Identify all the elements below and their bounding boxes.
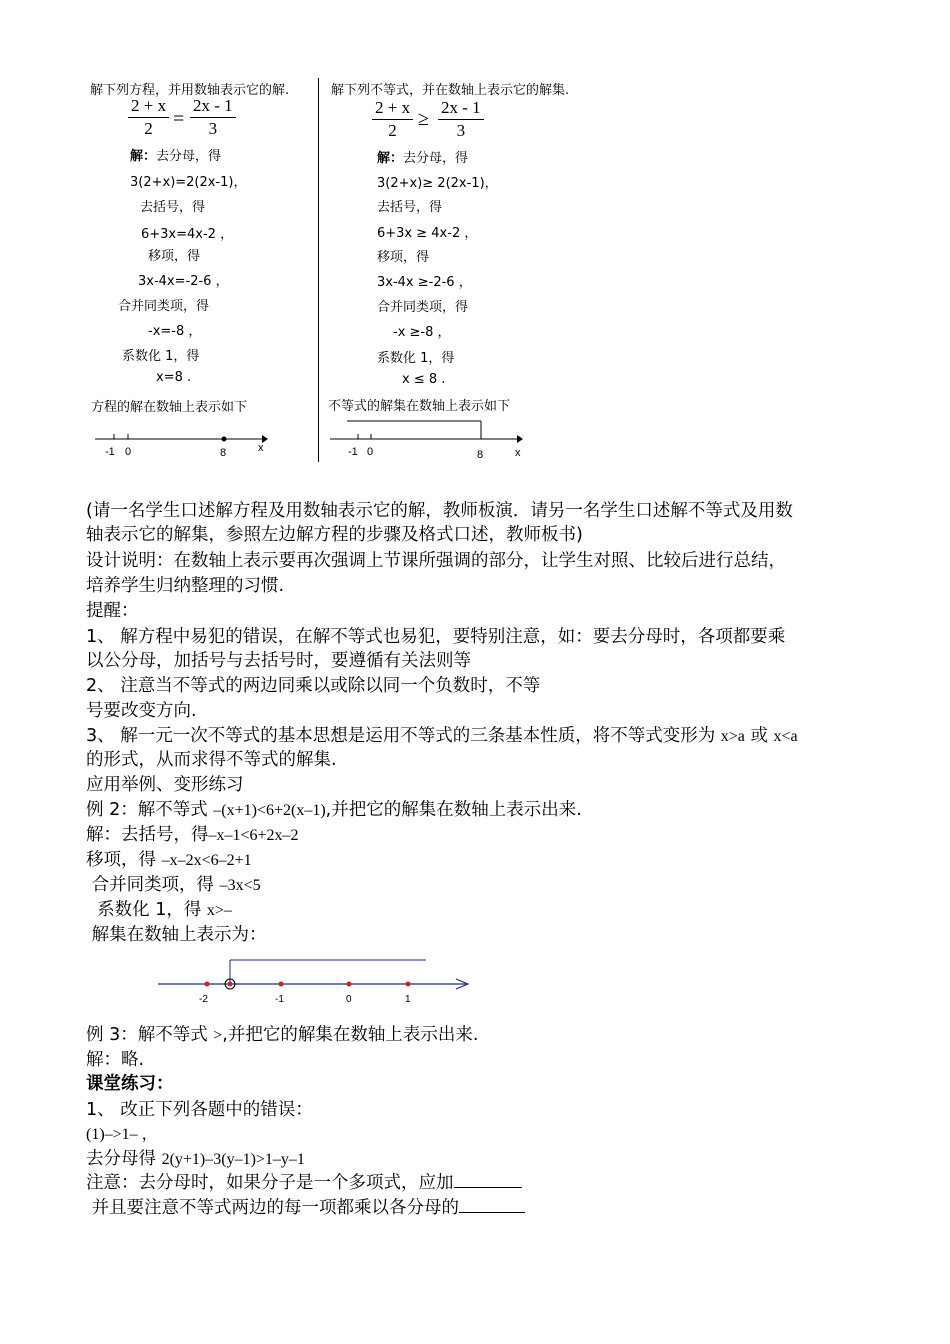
right-axis-caption: 不等式的解集在数轴上表示如下 [328,399,511,414]
reminder-1a: 1、 解方程中易犯的错误，在解不等式也易犯，要特别注意，如：要去分母时，各项都要乘 [86,627,786,647]
right-step-8: 系数化 1，得 [377,351,455,366]
right-step-7: -x ≥-8 ， [393,325,451,340]
example-2-step-5: 解集在数轴上表示为： [86,925,267,945]
reminder-3b: 的形式，从而求得不等式的解集. [86,750,337,770]
left-step-5: 3x-4x=-2-6 ， [138,274,229,289]
left-step-6: 合并同类项，得 [118,299,210,314]
right-panel-title: 解下列不等式，并在数轴上表示它的解集. [331,83,570,98]
fill-blank-1[interactable] [454,1187,522,1188]
right-tick-label-0: 0 [367,446,374,458]
point-1 [406,982,411,987]
example-3-answer: 解：略. [86,1050,145,1070]
point-neg1 [279,982,284,987]
practice-q1: 1、 改正下列各题中的错误： [86,1100,313,1120]
example-3-statement: 例 3：解不等式 >,并把它的解集在数轴上表示出来. [86,1025,479,1045]
para-2a: 设计说明：在数轴上表示要再次强调上节课所强调的部分，让学生对照、比较后进行总结， [86,551,786,571]
example-2-step-1: 解：去括号，得–x–1<6+2x–2 [86,825,299,845]
practice-heading: 课堂练习： [86,1074,174,1094]
practice-q1-note-1: 注意：去分母时，如果分子是一个多项式，应加 [86,1169,522,1194]
label-neg1: -1 [275,994,284,1005]
section-examples: 应用举例、变形练习 [86,775,244,795]
reminder-2b: 号要改变方向. [86,701,197,721]
para-1b: 轴表示它的解集，参照左边解方程的步骤及格式口述，教师板书) [86,525,583,545]
left-axis-var: x [258,442,264,454]
right-relation: ≥ [418,108,429,130]
left-step-8: 系数化 1，得 [122,349,200,364]
right-step-3: 6+3x ≥ 4x-2 ， [377,226,478,241]
left-step-7: -x=-8 ， [148,324,202,339]
left-point-label: 8 [220,447,227,459]
right-step-2: 去括号，得 [377,200,443,215]
left-step-9: x=8 . [156,370,192,385]
right-step-1: 3(2+x)≥ 2(2x-1)， [377,176,498,191]
right-step-5: 3x-4x ≥-2-6 ， [377,275,472,290]
para-2b: 培养学生归纳整理的习惯. [86,576,285,596]
para-1a: (请一名学生口述解方程及用数轴表示它的解，教师板演．请另一名学生口述解不等式及用数 [86,501,793,521]
right-point-label: 8 [477,449,484,461]
practice-q1-note-2: 并且要注意不等式两边的每一项都乘以各分母的 [86,1194,525,1219]
example-2-number-line [150,950,480,1010]
left-step-0: 解：去分母，得 [130,149,222,164]
left-relation: = [173,108,185,130]
panel-divider [318,78,319,462]
reminder-1b: 以公分母，加括号与去括号时，要遵循有关法则等 [86,651,471,671]
point-neg2 [205,982,210,987]
example-2-step-4: 系数化 1，得 x>– [86,900,232,920]
example-2-step-3: 合并同类项，得 –3x<5 [86,875,261,895]
example-2-step-2: 移项，得 –x–2x<6–2+1 [86,850,252,870]
reminder-2a: 2、 注意当不等式的两边同乘以或除以同一个负数时，不等 [86,676,541,696]
right-fraction-rhs: $\frac{2x - 1}{3}$ [438,98,484,141]
right-step-0: 解：去分母，得 [377,151,469,166]
right-number-line [325,415,535,465]
right-axis-arrow-icon [517,435,523,443]
reminder-3a: 3、 解一元一次不等式的基本思想是运用不等式的三条基本性质，将不等式变形为 x>a 或 x<a [86,726,798,746]
left-step-4: 移项，得 [148,249,201,264]
right-step-6: 合并同类项，得 [377,300,469,315]
label-0: 0 [346,994,352,1005]
endpoint-dot [228,982,233,987]
left-solution-point [222,437,227,442]
left-tick-label-0: 0 [125,446,132,458]
left-number-line [90,425,280,465]
left-fraction-rhs: $\frac{2x - 1}{3}$ [190,96,236,139]
left-tick-label-neg1: -1 [105,446,115,458]
fill-blank-2[interactable] [459,1212,525,1213]
right-step-9: x ≤ 8 . [402,372,446,387]
point-0 [347,982,352,987]
right-tick-label-neg1: -1 [348,446,358,458]
reminder-heading: 提醒： [86,601,139,621]
example-2-statement: 例 2：解不等式 –(x+1)<6+2(x–1),并把它的解集在数轴上表示出来. [86,800,582,820]
right-axis-var: x [515,447,521,459]
left-step-3: 6+3x=4x-2 ， [141,227,234,242]
left-step-1: 3(2+x)=2(2x-1)， [130,175,247,190]
label-1: 1 [405,994,411,1005]
label-neg2: -2 [199,994,208,1005]
practice-q1-step: 去分母得 2(y+1)–3(y–1)>1–y–1 [86,1149,305,1169]
practice-q1-part1: (1)–>1– ， [86,1126,158,1143]
left-axis-caption: 方程的解在数轴上表示如下 [91,400,248,415]
left-step-2: 去括号，得 [140,200,206,215]
right-fraction-lhs: $\frac{2 + x}{2}$ [372,98,413,141]
left-fraction-lhs: $\frac{2 + x}{2}$ [128,96,169,139]
right-step-4: 移项，得 [377,250,430,265]
left-panel-title: 解下列方程，并用数轴表示它的解. [90,83,290,98]
